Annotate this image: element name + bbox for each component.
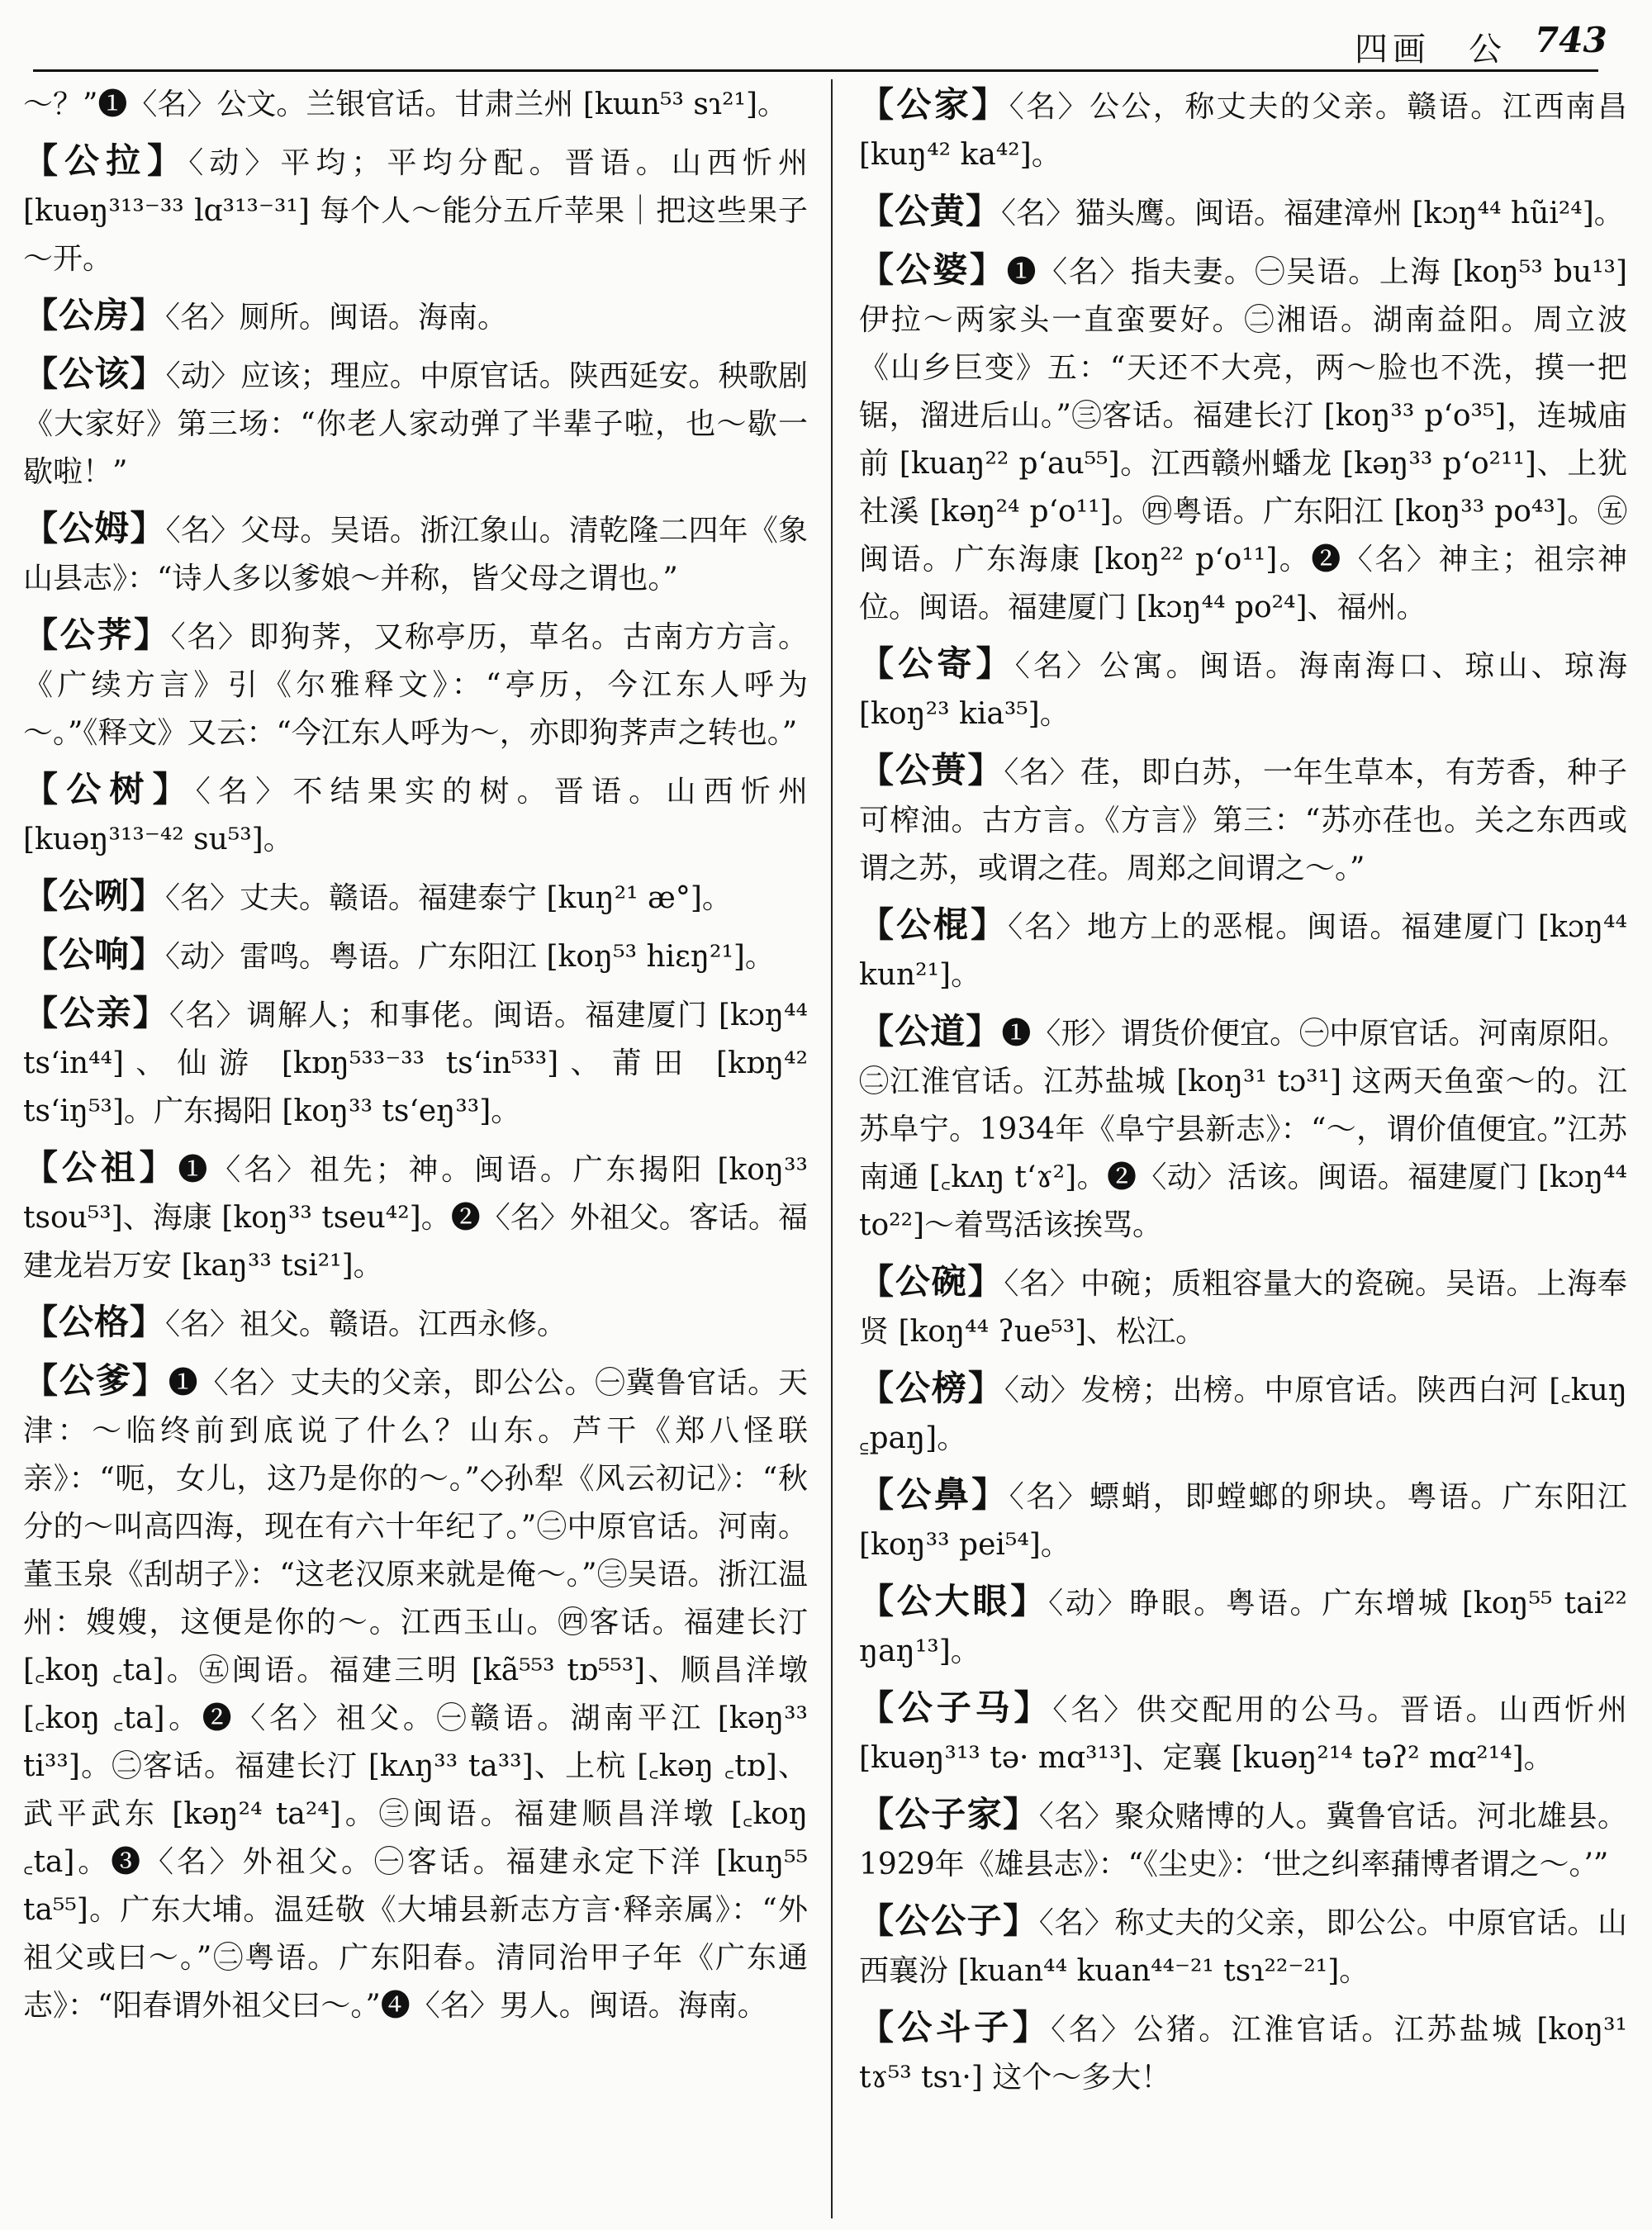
headword: 【公树】 [23,769,196,809]
entry-text: 〈动〉发榜；出榜。中原官话。陕西白河 [꜀kuŋ ꜁paŋ]。 [859,1374,1627,1455]
headword: 【公榜】 [859,1368,1004,1408]
headword: 【公寄】 [859,643,1015,684]
headword: 【公斗子】 [859,2007,1051,2047]
entry [859,81,1627,179]
entry-text: 〈名〉荏，即白苏，一年生草本，有芳香，种子可榨油。古方言。《方言》第三：“苏亦荏也。关之东西或谓之苏，或谓之荏。周郑之间谓之～。” [859,756,1627,885]
headword: 【公房】 [23,295,166,335]
entry-text: 〈名〉不结果实的树。晋语。山西忻州 [kuəŋ³¹³⁻⁴² su⁵³]。 [23,775,808,856]
entry [23,1357,808,2030]
headword: 【公响】 [23,934,166,975]
entry-text: 〈名〉公寓。闽语。海南海口、琼山、琼海 [koŋ²³ kia³⁵]。 [859,649,1627,731]
entry-text: 〈名〉供交配用的公马。晋语。山西忻州 [kuəŋ³¹³ tə· mɑ³¹³]、定襄 [kuəŋ²¹⁴ təʔ² mɑ²¹⁴]。 [859,1693,1627,1775]
entry-text: 〈动〉应该；理应。中原官话。陕西延安。秧歌剧《大家好》第三场：“你老人家动弹了半辈子啦，也～歇一歇啦！” [23,359,808,489]
entry [23,137,808,283]
headword: 【公碗】 [859,1261,1004,1302]
entry [23,872,808,923]
headword: 【公鼻】 [859,1474,1009,1515]
entry [859,1471,1627,1569]
entry-continued [23,81,808,129]
entry-text: 〈名〉父母。吴语。浙江象山。清乾隆二四年《象山县志》：“诗人多以爹娘～并称，皆父母之谓也。” [23,514,808,595]
headword: 【公大眼】 [859,1581,1049,1621]
headword: 【公亲】 [23,993,169,1033]
entry [859,2004,1627,2102]
entry-text: ❶〈名〉祖先；神。闽语。广东揭阳 [koŋ³³ tsou⁵³]、海康 [koŋ³³ tseu⁴²]。❷〈名〉外祖父。客话。福建龙岩万安 [kaŋ³³ tsi²¹]。 [23,1153,808,1283]
entry [859,1791,1627,1889]
entry-text: ❶〈形〉谓货价便宜。㊀中原官话。河南原阳。㊁江淮官话。江苏盐城 [koŋ³¹ tɔ³¹] 这两天鱼蛮～的。江苏阜宁。1934年《阜宁县新志》：“～，谓价值便宜。”江苏南通 [꜀kʌŋ tʻɤ²]。❷〈动〉活该。闽语。福建厦门 [kɔŋ⁴⁴ to²²]～着骂活该挨骂。 [859,1017,1627,1242]
headword: 【公拉】 [23,140,189,181]
entry [23,292,808,342]
headword: 【公道】 [859,1011,1002,1051]
entry-text: 〈名〉厕所。闽语。海南。 [165,301,508,334]
headword: 【公姆】 [23,508,166,548]
entry-text: 〈名〉丈夫。赣语。福建泰宁 [kuŋ²¹ æ°]。 [165,881,732,915]
entry [23,989,808,1136]
entry-text: 〈动〉雷鸣。粤语。广东阳江 [koŋ⁵³ hiɛŋ²¹]。 [165,940,775,974]
headword: 【公子马】 [859,1687,1053,1728]
entry-text: 〈名〉公猪。江淮官话。江苏盐城 [koŋ³¹ tɤ⁵³ tsɿ·] 这个～多大！ [859,2013,1627,2095]
entry [859,1684,1627,1782]
entry [859,1897,1627,1995]
headword: 【公黄】 [859,191,1002,231]
section-label: 四画 公 [1355,31,1507,69]
page-number: 743 [1535,20,1607,60]
headword: 【公婆】 [859,249,1007,290]
headword: 【公祖】 [23,1147,178,1188]
headword: 【公子家】 [859,1794,1039,1834]
entry-text: 〈名〉猫头鹰。闽语。福建漳州 [kɔŋ⁴⁴ hũi²⁴]。 [1001,197,1624,230]
entry-text: 〈名〉调解人；和事佬。闽语。福建厦门 [kɔŋ⁴⁴ tsʻin⁴⁴]、仙游 [kɒŋ⁵³³⁻³³ tsʻin⁵³³]、莆田 [kɒŋ⁴² tsʻiŋ⁵³]。广东揭阳 [koŋ³³ tsʻeŋ³³]。 [23,999,808,1128]
entry [23,505,808,603]
entry [23,931,808,981]
entry-text: 〈动〉睁眼。粤语。广东增城 [koŋ⁵⁵ tai²² ŋaŋ¹³]。 [859,1587,1627,1668]
headword: 【公格】 [23,1302,166,1342]
headword: 【公棍】 [859,904,1009,945]
column-divider [831,79,833,2218]
entry [23,611,808,757]
entry-text: ❶〈名〉指夫妻。㊀吴语。上海 [koŋ⁵³ bu¹³] 伊拉～两家头一直蛮要好。㊁湘语。湖南益阳。周立波《山乡巨变》五：“天还不大亮，两～脸也不洗，摸一把锯，溜进后山。”㊂客话。福建长汀 [koŋ³³ pʻo³⁵]，连城庙前 [kuaŋ²² pʻau⁵⁵]。江西赣州蟠龙 [kəŋ³³ pʻo²¹¹]、上犹社溪 [kəŋ²⁴ pʻo¹¹]。㊃粤语。广东阳江 [koŋ³³ po⁴³]。㊄闽语。广东海康 [koŋ²² pʻo¹¹]。❷〈名〉神主；祖宗神位。闽语。福建厦门 [kɔŋ⁴⁴ po²⁴]、福州。 [859,255,1627,624]
entry-text: 〈名〉地方上的恶棍。闽语。福建厦门 [kɔŋ⁴⁴ kun²¹]。 [859,910,1627,992]
entry-text: 〈名〉中碗；质粗容量大的瓷碗。吴语。上海奉贤 [koŋ⁴⁴ ʔue⁵³]、松江。 [859,1267,1627,1349]
entry [859,1258,1627,1356]
entry-text: 〈名〉即狗荠，又称亭历，草名。古南方方言。《广续方言》引《尔雅释文》：“亭历，今江东人呼为～。”《释文》又云：“今江东人呼为～，亦即狗荠声之转也。” [23,620,808,750]
entry-text: 〈名〉公公，称丈夫的父亲。赣语。江西南昌 [kuŋ⁴² ka⁴²]。 [859,90,1627,172]
entry-text: 〈动〉平均；平均分配。晋语。山西忻州 [kuəŋ³¹³⁻³³ lɑ³¹³⁻³¹] 每个人～能分五斤苹果｜把这些果子～开。 [23,146,808,276]
entry [859,747,1627,893]
entry [859,187,1627,238]
entry [859,1364,1627,1463]
page-header [0,17,1607,69]
entry-text: 〈名〉祖父。赣语。江西永修。 [165,1307,567,1341]
headword: 【公该】 [23,353,166,394]
entry [859,1008,1627,1250]
entry [23,350,808,496]
header-rule [33,69,1598,72]
entry [859,640,1627,738]
headword: 【公家】 [859,84,1009,125]
right-column [859,81,1627,2110]
left-column [23,81,808,2038]
entry-text: 〈名〉称丈夫的父亲，即公公。中原官话。山西襄汾 [kuan⁴⁴ kuan⁴⁴⁻²¹ tsɿ²²⁻²¹]。 [859,1906,1627,1988]
entry-text: ～？”❶〈名〉公文。兰银官话。甘肃兰州 [kɯn⁵³ sɿ²¹]。 [23,88,788,121]
entry-text: 〈名〉聚众赌博的人。冀鲁官话。河北雄县。1929年《雄县志》：“《尘史》：‘世之纠率蒱博者谓之～。’” [859,1800,1627,1881]
headword: 【公爹】 [23,1360,169,1401]
entry-text: 〈名〉螵蛸，即螳螂的卵块。粤语。广东阳江 [koŋ³³ pei⁵⁴]。 [859,1480,1627,1562]
entry-text: ❶〈名〉丈夫的父亲，即公公。㊀冀鲁官话。天津：～临终前到底说了什么？山东。芦干《郑八怪联亲》：“呃，女儿，这乃是你的～。”◇孙犁《风云初记》：“秋分的～叫高四海，现在有六十年纪了。”㊁中原官话。河南。董玉泉《刮胡子》：“这老汉原来就是俺～。”㊂吴语。浙江温州：嫂嫂，这便是你的～。江西玉山。㊃客话。福建长汀 [꜀koŋ ꜀ta]。㊄闽语。福建三明 [kã⁵⁵³ tɒ⁵⁵³]、顺昌洋墩 [꜀koŋ ꜀ta]。❷〈名〉祖父。㊀赣语。湖南平江 [kəŋ³³ ti³³]。㊁客话。福建长汀 [kʌŋ³³ ta³³]、上杭 [꜀kəŋ ꜀tɒ]、武平武东 [kəŋ²⁴ ta²⁴]。㊂闽语。福建顺昌洋墩 [꜀koŋ ꜀ta]。❸〈名〉外祖父。㊀客话。福建永定下洋 [kuŋ⁵⁵ ta⁵⁵]。广东大埔。温廷敬《大埔县新志方言·释亲属》：“外祖父或曰～。”㊁粤语。广东阳春。清同治甲子年《广东通志》：“阳春谓外祖父曰～。”❹〈名〉男人。闽语。海南。 [23,1366,808,2023]
headword: 【公公子】 [859,1900,1039,1941]
entry [23,766,808,864]
headword: 【公咧】 [23,875,166,916]
headword: 【公荠】 [23,614,171,655]
entry [859,1578,1627,1676]
entry [859,246,1627,632]
entry [859,901,1627,999]
headword: 【公蒉】 [859,750,1004,790]
entry [23,1298,808,1349]
entry [23,1144,808,1290]
